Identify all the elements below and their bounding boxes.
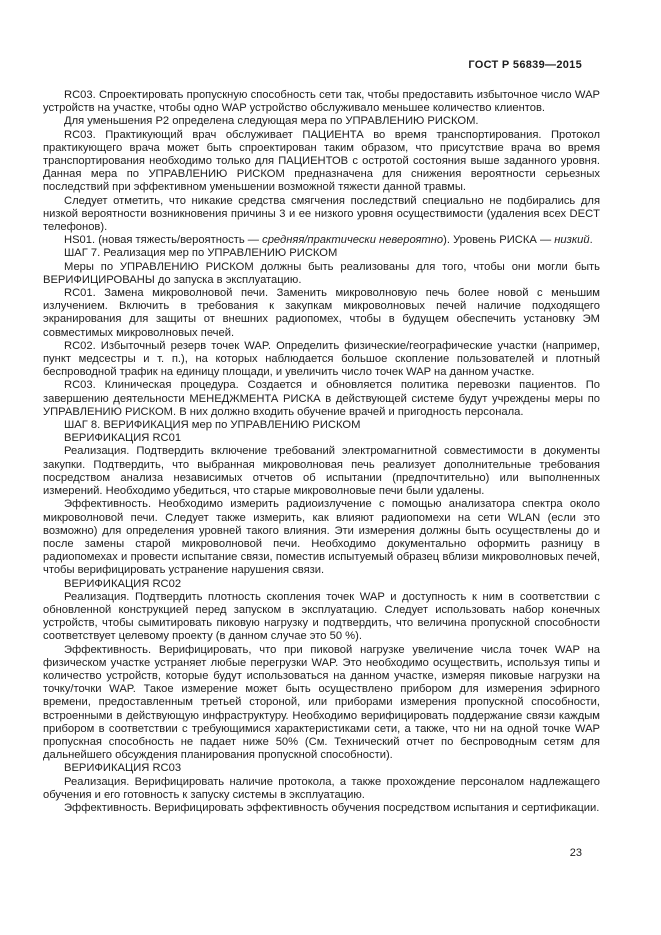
paragraph-verification-rc01: ВЕРИФИКАЦИЯ RC01	[64, 432, 182, 445]
paragraph: Реализация. Верифицировать наличие протокола, а также прохождение персоналом надлежащего обучения и его готовность к запуску системы в эксплуатацию.	[43, 775, 600, 801]
paragraph: Эффективность. Верифицировать эффективность обучения посредством испытания и сертификации.	[64, 801, 600, 814]
document-body	[43, 89, 600, 815]
paragraph-hs01	[43, 234, 600, 247]
paragraph: RC03. Спроектировать пропускную способность сети так, чтобы предоставить избыточное число WAP устройств на участке, чтобы одно WAP устройство обслуживало меньшее количество клиентов.	[43, 89, 600, 115]
paragraph: RC03. Практикующий врач обслуживает ПАЦИЕНТА во время транспортирования. Протокол практикующего врача может быть спроектирован таким образом, что присутствие врача во время транспортирования необходимо только для ПАЦИЕНТОВ с остротой состояния выше заданного уровня. Данная мера по УПРАВЛЕНИЮ РИСКОМ предназначена для снижения вероятности серьезных последствий при эффективном уменьшении возможной тяжести данной травмы.	[43, 128, 600, 194]
paragraph-step8-heading: ШАГ 8. ВЕРИФИКАЦИЯ мер по УПРАВЛЕНИЮ РИСКОМ	[64, 419, 361, 432]
paragraph-step7-heading: ШАГ 7. Реализация мер по УПРАВЛЕНИЮ РИСКОМ	[64, 247, 338, 260]
paragraph: RC03. Клиническая процедура. Создается и обновляется политика перевозки пациентов. По завершению деятельности МЕНЕДЖМЕНТА РИСКА в действующей системе будут учреждены меры по УПРАВЛЕНИЮ РИСКОМ. В них должно входить обучение врачей и пригодность персонала.	[43, 379, 600, 418]
paragraph-verification-rc03: ВЕРИФИКАЦИЯ RC03	[64, 762, 182, 775]
paragraph: RC01. Замена микроволновой печи. Заменить микроволновую печь более новой с меньшим излучением. Включить в требования к закупкам микроволновых печей наличие подходящего экранирования для защиты от внешних радиопомех, чтобы в будущем обеспечить установку ЭМ совместимых микроволновых печей.	[43, 287, 600, 339]
hs01-severity-probability: средняя/практически невероятно	[262, 234, 444, 247]
page-header-gost-number: ГОСТ Р 56839—2015	[468, 59, 582, 71]
paragraph: Меры по УПРАВЛЕНИЮ РИСКОМ должны быть реализованы для того, чтобы они могли быть ВЕРИФИЦИРОВАНЫ до запуска в эксплуатацию.	[43, 260, 600, 286]
hs01-mid: ). Уровень РИСКА —	[443, 234, 555, 247]
paragraph: Реализация. Подтвердить включение требований электромагнитной совместимости в документы закупки. Подтвердить, что выбранная микроволновая печь реализует дополнительные требования посредством анализа независимых отчетов об испытании (предпочтительно) или выполненных измерений. Необходимо убедиться, что старые микроволновые печи были удалены.	[43, 445, 600, 498]
page-number: 23	[569, 847, 582, 859]
paragraph: Эффективность. Необходимо измерить радиоизлучение с помощью анализатора спектра около микроволновой печи. Следует также измерить, как влияют радиопомехи на сети WLAN (если это возможно) для определения уровней такого влияния. Эти измерения должны быть осуществлены до и после замены старой микроволновой печи. Необходимо документально оформить разницу в радиопомехах и провести испытание связи, поместив испытуемый образец вблизи микроволновых печей, чтобы верифицировать устранение нарушения связи.	[43, 498, 600, 577]
hs01-tail: .	[589, 234, 593, 247]
paragraph-verification-rc02: ВЕРИФИКАЦИЯ RC02	[64, 577, 182, 590]
paragraph: Следует отметить, что никакие средства смягчения последствий специально не подбирались для низкой вероятности возникновения причины 3 и ее низкого уровня осуществимости (удаления всех DECT телефонов).	[43, 194, 600, 234]
paragraph: RC02. Избыточный резерв точек WAP. Определить физические/географические участки (например, пункт медсестры и т. п.), на которых наблюдается большое скопление пользователей и плотный беспроводной трафик на единицу площади, и увеличить число точек WAP на данном участке.	[43, 339, 600, 379]
paragraph: Эффективность. Верифицировать, что при пиковой нагрузке увеличение числа точек WAP на физическом участке устраняет любые перегрузки WAP. Это необходимо осуществить, используя типы и количество устройств, которые будут использоваться на данном участке, измеряя пиковые нагрузки на точку/точки WAP. Такое измерение может быть осуществлено прибором для измерения эфирного времени, предоставленным третьей стороной, или приборами измерения пропускной способности, встроенными в действующую инфраструктуру. Необходимо верифицировать поддержание связи каждым прибором в соответствии с требующимися характеристиками сети, а также, что ни на одной точке WAP пропускная способность не падает ниже 50% (См. Технический отчет по беспроводным сетям для дальнейшего обсуждения планирования пропускной способности).	[43, 643, 600, 762]
hs01-lead: HS01. (новая тяжесть/вероятность —	[64, 234, 263, 247]
hs01-risk-level: низкий	[554, 234, 590, 247]
paragraph: Реализация. Подтвердить плотность скопления точек WAP и доступность к ним в соответствии с обновленной конструкцией перед запуском в эксплуатацию. Следует использовать набор конечных устройств, чтобы сымитировать пиковую нагрузку и подтвердить, что величина пропускной способности соответствует целевому проекту (в данном случае это 50 %).	[43, 590, 600, 643]
paragraph: Для уменьшения P2 определена следующая мера по УПРАВЛЕНИЮ РИСКОМ.	[64, 115, 479, 128]
